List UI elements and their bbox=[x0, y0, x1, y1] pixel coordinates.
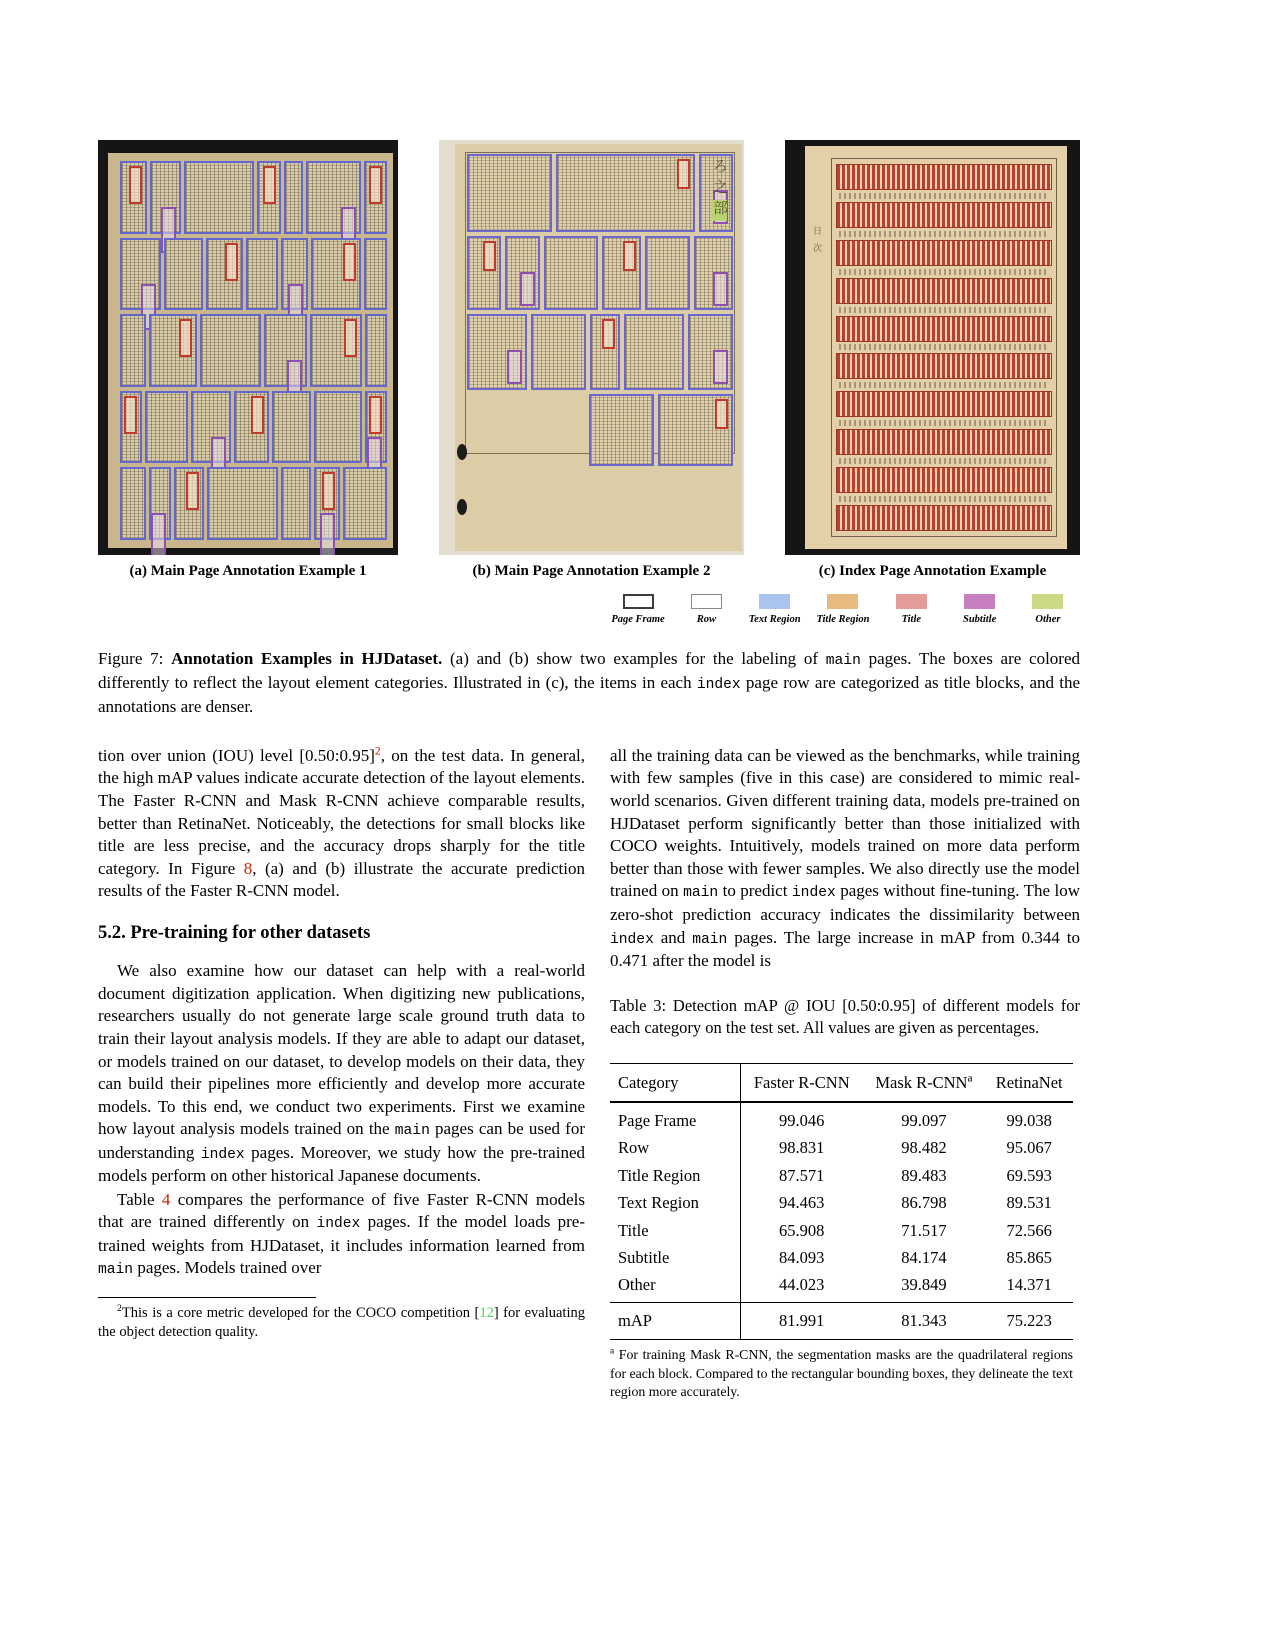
text-region-annotation bbox=[149, 467, 171, 540]
table-cell: Title Region bbox=[610, 1162, 741, 1189]
table-row bbox=[610, 1217, 1073, 1244]
text-region-annotation bbox=[505, 236, 539, 310]
title-annotation bbox=[251, 396, 264, 434]
text-region-annotation bbox=[688, 314, 733, 390]
table-cell: 14.371 bbox=[1006, 1275, 1052, 1295]
paragraph: Table 4 compares the performance of five Faster R-CNN models that are trained differently on index pages. If the model loads pre-trained weights from HJDataset, it includes information learned from main pages. Models trained over bbox=[98, 1189, 585, 1279]
text-region-annotation bbox=[191, 391, 230, 464]
table-cell: Row bbox=[610, 1134, 741, 1161]
title-annotation bbox=[623, 241, 636, 271]
text-region-annotation bbox=[207, 467, 277, 540]
table-cell: 81.343 bbox=[862, 1302, 985, 1339]
annotation-row bbox=[589, 394, 733, 466]
legend-label: Title bbox=[901, 614, 922, 625]
table-cell: 99.046 bbox=[779, 1110, 825, 1130]
table-cell: 98.831 bbox=[779, 1138, 825, 1158]
title-annotation bbox=[715, 399, 728, 429]
annotation-row bbox=[120, 467, 387, 540]
legend-item bbox=[1016, 594, 1080, 625]
footnote-rule bbox=[98, 1297, 316, 1298]
legend-label: Subtitle bbox=[963, 614, 997, 625]
legend-swatch bbox=[896, 594, 927, 609]
legend-item bbox=[743, 594, 807, 625]
text-region-annotation bbox=[467, 154, 552, 232]
row-separator-text bbox=[839, 496, 1049, 502]
annotation-row bbox=[120, 391, 387, 464]
title-block-row-annotation bbox=[836, 240, 1052, 266]
text-region-annotation bbox=[624, 314, 684, 390]
text-region-annotation bbox=[314, 467, 340, 540]
text-region-annotation bbox=[343, 467, 387, 540]
text-region-annotation bbox=[120, 161, 147, 234]
annotation-row bbox=[467, 154, 733, 232]
table-footnote: $^a$ For training Mask R-CNN, the segmentation masks are the quadrilateral regions for each block. Compared to the rectangular bounding boxes, they delineate the text region more accurately. bbox=[610, 1346, 1073, 1400]
column-header: Faster R-CNN bbox=[741, 1064, 863, 1102]
title-annotation bbox=[343, 243, 356, 281]
table-row bbox=[610, 1134, 1073, 1161]
legend-swatch bbox=[827, 594, 858, 609]
annotation-row bbox=[120, 161, 387, 234]
table-row bbox=[610, 1189, 1073, 1216]
title-annotation bbox=[179, 319, 192, 357]
ref-link[interactable]: 12 bbox=[479, 1304, 494, 1321]
paragraph: tion over union (IOU) level [0.50:0.95]$^2$, on the test data. In general, the high mAP values indicate accurate detection of the layout elements. The Faster R-CNN and Mask R-CNN achieve comparable results, better than RetinaNet. Noticeably, the detections for small blocks like title are less precise, and the accuracy drops sharply for the title category. In Figure 8, (a) and (b) illustrate the accurate prediction results of the Faster R-CNN model. bbox=[98, 744, 585, 901]
table-cell: 87.571 bbox=[779, 1165, 825, 1185]
title-block-row-annotation bbox=[836, 164, 1052, 190]
text-region-annotation bbox=[120, 238, 161, 311]
table-row bbox=[610, 1271, 1073, 1302]
text-region-annotation bbox=[531, 314, 586, 390]
legend-item bbox=[948, 594, 1012, 625]
legend-item bbox=[811, 594, 875, 625]
legend-label: Row bbox=[696, 614, 716, 625]
title-annotation bbox=[186, 472, 199, 510]
scanned-index-page bbox=[805, 146, 1067, 549]
table-cell: 86.798 bbox=[901, 1193, 947, 1213]
table-row bbox=[610, 1244, 1073, 1271]
subtitle-annotation bbox=[713, 350, 728, 384]
row-separator-text bbox=[839, 307, 1049, 313]
text-region-annotation bbox=[645, 236, 689, 310]
legend-item bbox=[674, 594, 738, 625]
figure-panel-c bbox=[785, 140, 1080, 555]
margin-text: 日次 bbox=[812, 226, 822, 260]
figure-panel-b bbox=[439, 140, 744, 555]
scanned-main-page-2 bbox=[455, 144, 742, 551]
scanned-main-page-1 bbox=[108, 153, 393, 548]
panel-b-caption: (b) Main Page Annotation Example 2 bbox=[472, 563, 711, 579]
text-region-annotation bbox=[306, 161, 360, 234]
text-region-annotation bbox=[589, 394, 653, 466]
binding-mark bbox=[457, 499, 467, 515]
column-header: Category bbox=[610, 1064, 741, 1102]
table-row bbox=[610, 1162, 1073, 1189]
row-separator-text bbox=[839, 382, 1049, 388]
legend-swatch bbox=[623, 594, 654, 609]
text-region-annotation bbox=[149, 314, 197, 387]
legend-item bbox=[606, 594, 670, 625]
title-block-row-annotation bbox=[836, 278, 1052, 304]
title-annotation bbox=[129, 166, 142, 204]
text-region-annotation bbox=[145, 391, 189, 464]
table-cell: mAP bbox=[610, 1302, 741, 1339]
paragraph: We also examine how our dataset can help with a real-world document digitization application. When digitizing new publications, researchers usually do not generate large scale ground truth data to train their layout analysis models. If they are able to adapt our dataset, or models trained on our dataset, to develop models on their data, they can build their pipelines more efficiently and develop more accurate models. To this end, we conduct two experiments. First we examine how layout analysis models trained on the main pages can be used for understanding index pages. Moreover, we study how the pre-trained models perform on other historical Japanese documents. bbox=[98, 961, 585, 1186]
text-region-annotation bbox=[694, 236, 733, 310]
table-cell: 39.849 bbox=[901, 1275, 947, 1295]
table-cell: 75.223 bbox=[985, 1302, 1073, 1339]
text-region-annotation bbox=[365, 391, 387, 464]
text-region-annotation bbox=[365, 314, 387, 387]
text-region-annotation bbox=[467, 236, 501, 310]
title-annotation bbox=[322, 472, 335, 510]
paragraph: all the training data can be viewed as the benchmarks, while training with few samples (five in this case) are considered to mimic real-world scenarios. Given different training data, models pre-trained on HJDataset perform significantly better than those initialized with COCO weights. Intuitively, models trained on more data perform better than those with fewer samples. We also directly use the model trained on main to predict index pages without fine-tuning. The low zero-shot prediction accuracy indicates the dissimilarity between index and main pages. The large increase in mAP from 0.344 to 0.471 after the model is bbox=[610, 745, 1081, 970]
legend-label: Page Frame bbox=[611, 614, 665, 625]
subtitle-annotation bbox=[151, 513, 166, 555]
annotation-row bbox=[467, 236, 733, 310]
text-region-annotation bbox=[281, 467, 312, 540]
table-cell: 94.463 bbox=[779, 1193, 825, 1213]
table-row bbox=[610, 1102, 1073, 1134]
subtitle-annotation bbox=[320, 513, 335, 555]
text-region-annotation bbox=[281, 238, 308, 311]
title-annotation bbox=[483, 241, 496, 271]
title-annotation bbox=[344, 319, 357, 357]
binding-mark bbox=[457, 444, 467, 460]
text-region-annotation bbox=[264, 314, 307, 387]
text-region-annotation bbox=[590, 314, 620, 390]
margin-text: ろ之部 bbox=[711, 158, 727, 221]
figure-7-panels bbox=[98, 140, 1080, 555]
text-region-annotation bbox=[257, 161, 280, 234]
table-cell: 81.991 bbox=[741, 1302, 863, 1339]
table-cell: 71.517 bbox=[901, 1220, 947, 1240]
text-region-annotation bbox=[602, 236, 641, 310]
text-region-annotation bbox=[184, 161, 254, 234]
text-region-annotation bbox=[120, 314, 146, 387]
text-region-annotation bbox=[246, 238, 278, 311]
title-block-row-annotation bbox=[836, 353, 1052, 379]
table-cell: Text Region bbox=[610, 1189, 741, 1216]
panel-c-caption: (c) Index Page Annotation Example bbox=[818, 563, 1047, 579]
legend-label: Title Region bbox=[816, 614, 870, 625]
text-region-annotation bbox=[206, 238, 243, 311]
row-separator-text bbox=[839, 344, 1049, 350]
text-region-annotation bbox=[284, 161, 304, 234]
legend-swatch bbox=[1032, 594, 1063, 609]
row-separator-text bbox=[839, 193, 1049, 199]
title-annotation bbox=[124, 396, 137, 434]
left-column bbox=[98, 745, 585, 1402]
text-region-annotation bbox=[364, 238, 387, 311]
results-table bbox=[610, 1063, 1073, 1340]
ref-link[interactable]: 8 bbox=[243, 858, 253, 878]
title-annotation bbox=[677, 159, 690, 189]
title-annotation bbox=[225, 243, 238, 281]
text-region-annotation bbox=[311, 238, 362, 311]
legend-label: Text Region bbox=[748, 614, 801, 625]
subtitle-annotation bbox=[507, 350, 522, 384]
title-block-row-annotation bbox=[836, 391, 1052, 417]
table-cell: 65.908 bbox=[779, 1220, 825, 1240]
text-region-annotation bbox=[234, 391, 269, 464]
table-cell: Subtitle bbox=[610, 1244, 741, 1271]
annotation-row bbox=[120, 314, 387, 387]
text-region-annotation bbox=[164, 238, 203, 311]
column-header: Mask R-CNN$^a$ bbox=[862, 1064, 985, 1102]
ref-link[interactable]: 4 bbox=[161, 1189, 171, 1209]
row-separator-text bbox=[839, 420, 1049, 426]
panel-a-caption: (a) Main Page Annotation Example 1 bbox=[129, 563, 367, 579]
footnote: $^2$This is a core metric developed for the COCO competition [12] for evaluating the object detection quality. bbox=[98, 1303, 585, 1341]
annotation-row bbox=[120, 238, 387, 311]
title-block-row-annotation bbox=[836, 505, 1052, 531]
text-region-annotation bbox=[150, 161, 181, 234]
figure-7-caption: Figure 7: Annotation Examples in HJDataset. (a) and (b) show two examples for the labeling of main pages. The boxes are colored differently to reflect the layout element categories. Illustrated in (c), the items in each index page row are categorized as title blocks, and the annotations are denser. bbox=[98, 649, 1081, 717]
legend-swatch bbox=[964, 594, 995, 609]
table-3-caption: Table 3: Detection mAP @ IOU [0.50:0.95] of different models for each category on the test set. All values are given as percentages. bbox=[610, 995, 1080, 1037]
panel-captions bbox=[98, 563, 1080, 580]
table-cell: 98.482 bbox=[901, 1138, 947, 1158]
text-region-annotation bbox=[364, 161, 387, 234]
table-row-map bbox=[610, 1302, 1073, 1339]
table-cell: Other bbox=[610, 1271, 741, 1302]
table-cell: 69.593 bbox=[1006, 1165, 1052, 1185]
text-region-annotation bbox=[314, 391, 362, 464]
text-region-annotation bbox=[120, 391, 142, 464]
figure-panel-a bbox=[98, 140, 398, 555]
text-region-annotation bbox=[544, 236, 598, 310]
table-cell: Title bbox=[610, 1217, 741, 1244]
table-header bbox=[610, 1064, 1073, 1102]
legend-swatch bbox=[759, 594, 790, 609]
table-cell: Page Frame bbox=[610, 1102, 741, 1134]
row-separator-text bbox=[839, 458, 1049, 464]
text-region-annotation bbox=[556, 154, 695, 232]
title-block-row-annotation bbox=[836, 316, 1052, 342]
right-column bbox=[610, 745, 1080, 1402]
legend-label: Other bbox=[1035, 614, 1061, 625]
title-annotation bbox=[263, 166, 276, 204]
row-separator-text bbox=[839, 231, 1049, 237]
text-region-annotation bbox=[174, 467, 205, 540]
text-region-annotation bbox=[272, 391, 311, 464]
row-separator-text bbox=[839, 269, 1049, 275]
title-annotation bbox=[369, 166, 382, 204]
table-cell: 84.174 bbox=[901, 1247, 947, 1267]
table-cell: 72.566 bbox=[1006, 1220, 1052, 1240]
text-region-annotation bbox=[310, 314, 362, 387]
title-annotation bbox=[369, 396, 382, 434]
annotation-row bbox=[467, 314, 733, 390]
section-heading: 5.2. Pre-training for other datasets bbox=[98, 923, 371, 944]
table-cell: 44.023 bbox=[779, 1275, 825, 1295]
subtitle-annotation bbox=[713, 272, 728, 306]
table-cell: 84.093 bbox=[779, 1247, 825, 1267]
table-cell: 85.865 bbox=[1006, 1247, 1052, 1267]
table-cell: 99.038 bbox=[1006, 1110, 1052, 1130]
table-cell: 89.483 bbox=[901, 1165, 947, 1185]
text-region-annotation bbox=[200, 314, 261, 387]
text-region-annotation bbox=[658, 394, 733, 466]
column-header: RetinaNet bbox=[985, 1064, 1073, 1102]
legend-swatch bbox=[691, 594, 722, 609]
title-block-row-annotation bbox=[836, 202, 1052, 228]
table-cell: 89.531 bbox=[1006, 1193, 1052, 1213]
title-block-row-annotation bbox=[836, 429, 1052, 455]
subtitle-annotation bbox=[520, 272, 535, 306]
text-region-annotation bbox=[120, 467, 146, 540]
table-cell: 95.067 bbox=[1006, 1138, 1052, 1158]
title-block-row-annotation bbox=[836, 467, 1052, 493]
table-cell: 99.097 bbox=[901, 1110, 947, 1130]
text-region-annotation bbox=[467, 314, 527, 390]
legend-item bbox=[879, 594, 943, 625]
title-annotation bbox=[602, 319, 615, 349]
annotation-legend bbox=[606, 594, 1080, 625]
